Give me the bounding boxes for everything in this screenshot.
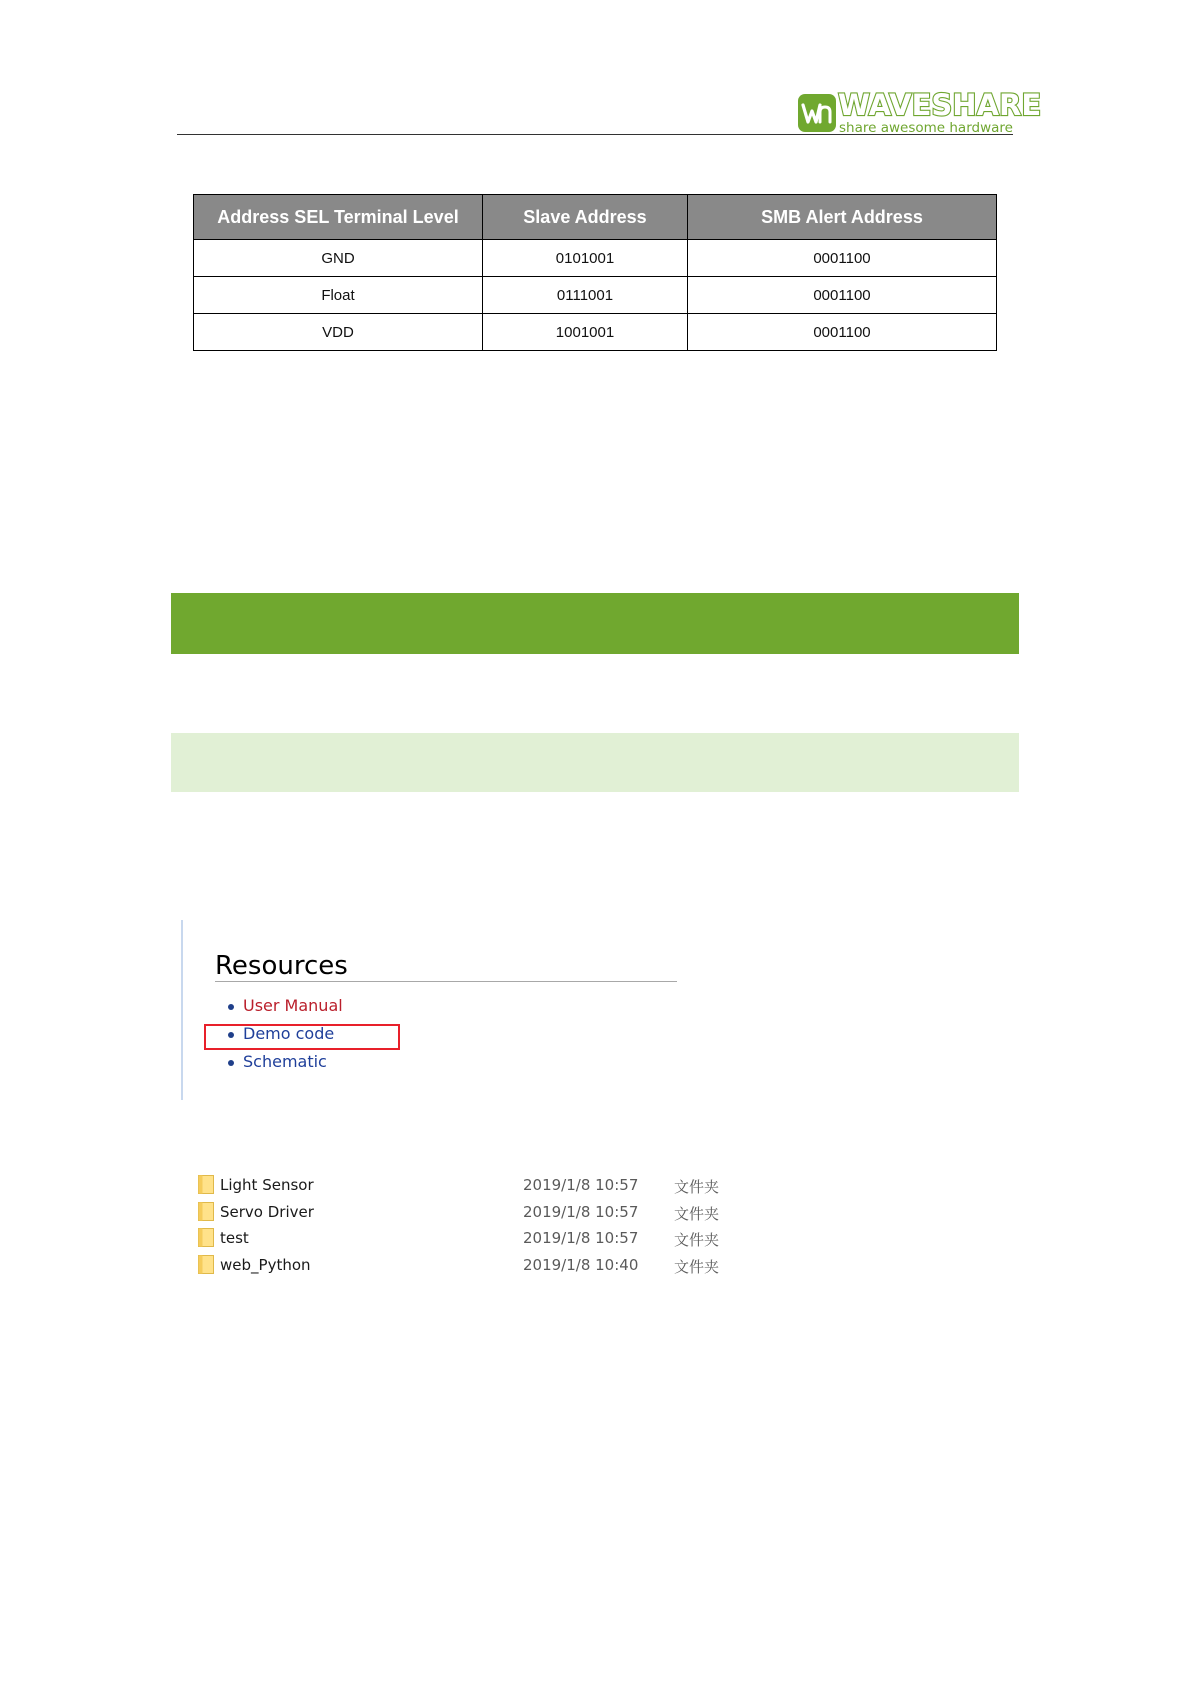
resources-item-schematic[interactable] — [227, 1048, 343, 1076]
table-row — [194, 240, 997, 277]
table-cell: Float — [194, 277, 483, 314]
logo-tagline: share awesome hardware — [839, 120, 1013, 136]
section-heading-bar — [171, 593, 1019, 654]
file-type: 文件夹 — [674, 1231, 720, 1249]
file-name: test — [220, 1229, 249, 1247]
file-list — [198, 1172, 758, 1278]
demo-code-highlight-box — [204, 1024, 400, 1050]
resources-title: Resources — [215, 951, 348, 981]
column-header-slave-address: Slave Address — [483, 195, 688, 240]
file-modified: 2019/1/8 10:57 — [523, 1229, 639, 1247]
table-cell: GND — [194, 240, 483, 277]
table-cell: 0001100 — [688, 314, 997, 351]
file-type: 文件夹 — [674, 1257, 720, 1276]
user-manual-link[interactable]: User Manual — [243, 996, 343, 1015]
file-name: Light Sensor — [220, 1176, 314, 1194]
table-cell: 0001100 — [688, 277, 997, 314]
header-rule — [177, 134, 1013, 135]
file-type: 文件夹 — [674, 1204, 720, 1223]
column-header-smb-alert-address: SMB Alert Address — [688, 195, 997, 240]
list-item[interactable] — [198, 1252, 758, 1279]
logo-wordmark: WAVESHARE — [838, 88, 1042, 122]
file-modified: 2019/1/8 10:57 — [523, 1202, 639, 1221]
folder-icon — [198, 1175, 214, 1194]
file-modified: 2019/1/8 10:57 — [523, 1176, 639, 1194]
subsection-heading-bar — [171, 733, 1019, 792]
file-name: Servo Driver — [220, 1202, 314, 1221]
file-type: 文件夹 — [674, 1178, 720, 1196]
table-cell: VDD — [194, 314, 483, 351]
file-modified: 2019/1/8 10:40 — [523, 1255, 639, 1274]
table-cell: 0111001 — [483, 277, 688, 314]
table-row — [194, 277, 997, 314]
column-header-sel-level: Address SEL Terminal Level — [194, 195, 483, 240]
list-item[interactable] — [198, 1172, 758, 1199]
file-name: web_Python — [220, 1255, 311, 1274]
resources-title-rule — [215, 981, 677, 982]
waveshare-logo — [798, 88, 1042, 136]
bullet-icon — [228, 1004, 234, 1010]
table-cell: 0001100 — [688, 240, 997, 277]
address-table — [193, 194, 997, 351]
table-row — [194, 314, 997, 351]
resources-item-user-manual[interactable] — [227, 992, 343, 1020]
list-item[interactable] — [198, 1225, 758, 1252]
folder-icon — [198, 1255, 214, 1274]
waveshare-logo-icon — [798, 94, 836, 132]
folder-icon — [198, 1202, 214, 1221]
demo-code-link[interactable]: Demo code — [243, 1024, 335, 1043]
folder-icon — [198, 1228, 214, 1247]
bullet-icon — [228, 1060, 234, 1066]
address-table-header-row — [194, 195, 997, 240]
table-cell: 0101001 — [483, 240, 688, 277]
list-item[interactable] — [198, 1199, 758, 1226]
resources-panel — [181, 920, 683, 1100]
schematic-link[interactable]: Schematic — [243, 1052, 327, 1071]
table-cell: 1001001 — [483, 314, 688, 351]
